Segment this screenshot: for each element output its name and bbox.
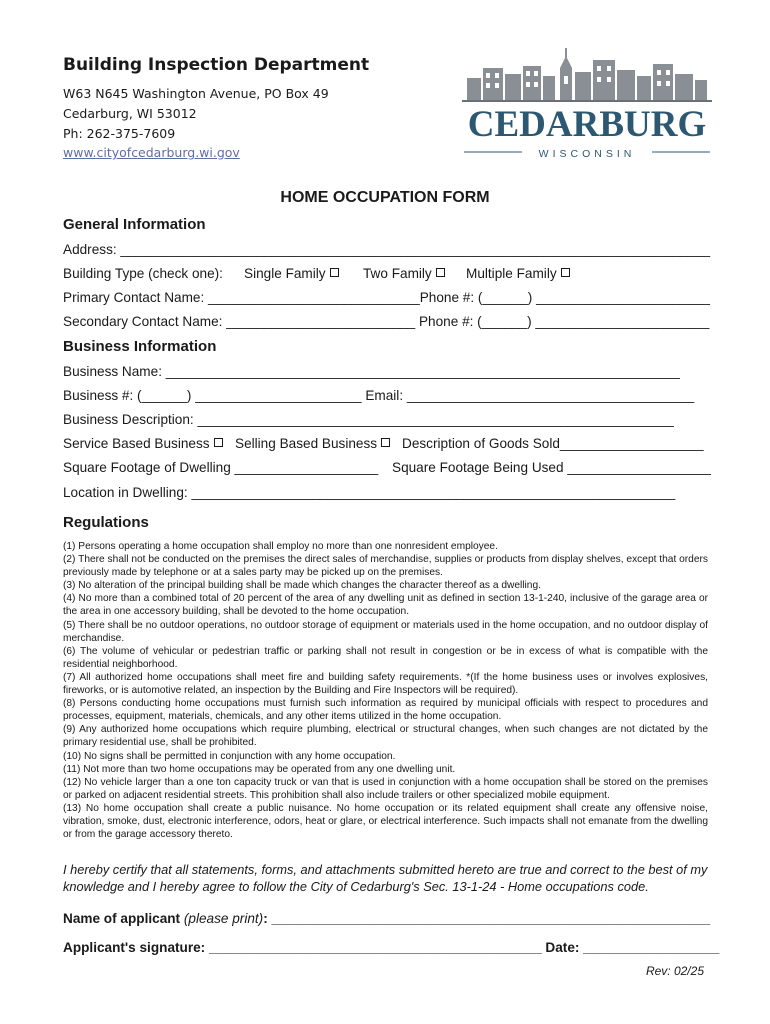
- applicant-name-field[interactable]: [63, 911, 710, 926]
- regulation-item: (13) No home occupation shall create a public nuisance. No home occupation or its related equipment shall create any offensive noise, vibration, smoke, dust, electronic interference, odors, heat or glare, or electrical interference. Such impacts shall not emanate from the dwelling or from the garage accessory thereto.: [63, 802, 708, 841]
- department-name: Building Inspection Department: [63, 55, 370, 75]
- business-number-email-field[interactable]: Business #: (______) ______________________ Email: ______________________________________: [63, 388, 695, 403]
- two-family-checkbox[interactable]: [436, 268, 445, 277]
- regulations-heading: Regulations: [63, 514, 149, 531]
- phone-number: Ph: 262-375-7609: [63, 126, 176, 141]
- service-based-label: Service Based Business: [63, 436, 210, 451]
- regulation-item: (12) No vehicle larger than a one ton capacity truck or van that is used in conjunction with a home occupation shall be stored on the premises or parked on adjacent residential streets. This prohibition shall also include trailers or other specialized mobile equipment.: [63, 776, 708, 801]
- regulation-item: (3) No alteration of the principal building shall be made which changes the character thereof as a dwelling.: [63, 580, 541, 592]
- regulation-item: (11) Not more than two home occupations may be operated from any one dwelling unit.: [63, 763, 456, 775]
- address-line-2: Cedarburg, WI 53012: [63, 106, 197, 121]
- business-description-field[interactable]: Business Description: _______________________________________________________________: [63, 412, 674, 427]
- regulation-item: (8) Persons conducting home occupations must furnish such information as required by municipal officials with respect to procedures and processes, equipment, materials, chemicals, and any other items utilized in the home occupation.: [63, 698, 708, 723]
- regulation-item: (6) The volume of vehicular or pedestrian traffic or parking shall not result in congestion or be in excess of what is compatible with the residential neighborhood.: [63, 645, 708, 670]
- regulation-item: (9) Any authorized home occupations which require plumbing, electrical or structural changes, when such changes are not dictated by the primary residential use, shall be prohibited.: [63, 724, 708, 749]
- regulation-item: (2) There shall not be conducted on the premises the direct sales of merchandise, supplies or products from display shelves, except that orders previously made by telephone or at a sales party may be picked up on the premises.: [63, 554, 708, 579]
- applicant-name-label: Name of applicant: [63, 911, 181, 926]
- business-name-field[interactable]: Business Name: ____________________________________________________________________: [63, 364, 680, 379]
- sqft-dwelling-field[interactable]: Square Footage of Dwelling ___________________: [63, 460, 379, 475]
- primary-contact-field[interactable]: Primary Contact Name: ____________________________Phone #: (______) _______________________: [63, 290, 710, 305]
- address-line-1: W63 N645 Washington Avenue, PO Box 49: [63, 86, 329, 101]
- logo-subtitle: WISCONSIN: [538, 148, 636, 160]
- regulation-item: (4) No more than a combined total of 20 percent of the area of any dwelling unit as defined in section 13-1-240, inclusive of the garage area or the area in one accessory building, shall be devoted to the home occupation.: [63, 593, 708, 618]
- regulation-item: (10) No signs shall be permitted in conjunction with any home occupation.: [63, 750, 396, 762]
- regulations-list: [63, 540, 708, 841]
- two-family-option[interactable]: [363, 266, 445, 281]
- service-based-option[interactable]: [63, 436, 223, 451]
- building-type-label: Building Type (check one):: [63, 266, 223, 281]
- applicant-signature-date-field[interactable]: Applicant's signature: ____________________________________________ Date: __________________: [63, 940, 720, 955]
- multiple-family-label: Multiple Family: [466, 266, 557, 281]
- location-in-dwelling-field[interactable]: Location in Dwelling: ________________________________________________________________: [63, 485, 676, 500]
- selling-based-option[interactable]: [235, 436, 390, 451]
- single-family-option[interactable]: [244, 266, 339, 281]
- regulation-item: (1) Persons operating a home occupation shall employ no more than one nonresident employee.: [63, 541, 498, 552]
- selling-based-checkbox[interactable]: [381, 438, 390, 447]
- general-information-heading: General Information: [63, 216, 206, 233]
- two-family-label: Two Family: [363, 266, 432, 281]
- logo-wordmark: CEDARBURG: [467, 104, 707, 145]
- regulation-item: (7) All authorized home occupations shall meet fire and building safety requirements. *(If the home business uses or involves explosives, fireworks, or is automotive related, an inspection by the Building and Fire Inspectors will be required).: [63, 671, 708, 697]
- website-link[interactable]: www.cityofcedarburg.wi.gov: [63, 145, 240, 160]
- secondary-contact-field[interactable]: Secondary Contact Name: _________________________ Phone #: (______) _______________________: [63, 314, 710, 329]
- sqft-used-field[interactable]: Square Footage Being Used ___________________: [392, 460, 711, 475]
- service-based-checkbox[interactable]: [214, 438, 223, 447]
- multiple-family-checkbox[interactable]: [561, 268, 570, 277]
- applicant-name-hint: (please print): [183, 911, 264, 926]
- form-title: HOME OCCUPATION FORM: [280, 189, 490, 206]
- address-field[interactable]: Address: ______________________________________________________________________________: [63, 242, 711, 257]
- revision-label: Rev: 02/25: [645, 964, 704, 978]
- multiple-family-option[interactable]: [466, 266, 570, 281]
- selling-based-label: Selling Based Business: [235, 436, 378, 451]
- town-skyline-icon: [462, 46, 712, 166]
- goods-description-field[interactable]: Description of Goods Sold___________________: [402, 436, 704, 451]
- regulation-item: (5) There shall be no outdoor operations, no outdoor storage of equipment or materials used in the home occupation, and no outdoor display of merchandise.: [63, 619, 708, 644]
- certification-statement: I hereby certify that all statements, forms, and attachments submitted hereto are true and correct to the best of my knowledge and I hereby agree to follow the City of Cedarburg's Sec. 13-1-24 - Home occupations code.: [63, 862, 708, 894]
- applicant-name-line[interactable]: : __________________________________________________________: [263, 911, 711, 926]
- single-family-label: Single Family: [244, 266, 326, 281]
- single-family-checkbox[interactable]: [330, 268, 339, 277]
- cedarburg-logo: [462, 46, 712, 166]
- business-information-heading: Business Information: [63, 338, 217, 355]
